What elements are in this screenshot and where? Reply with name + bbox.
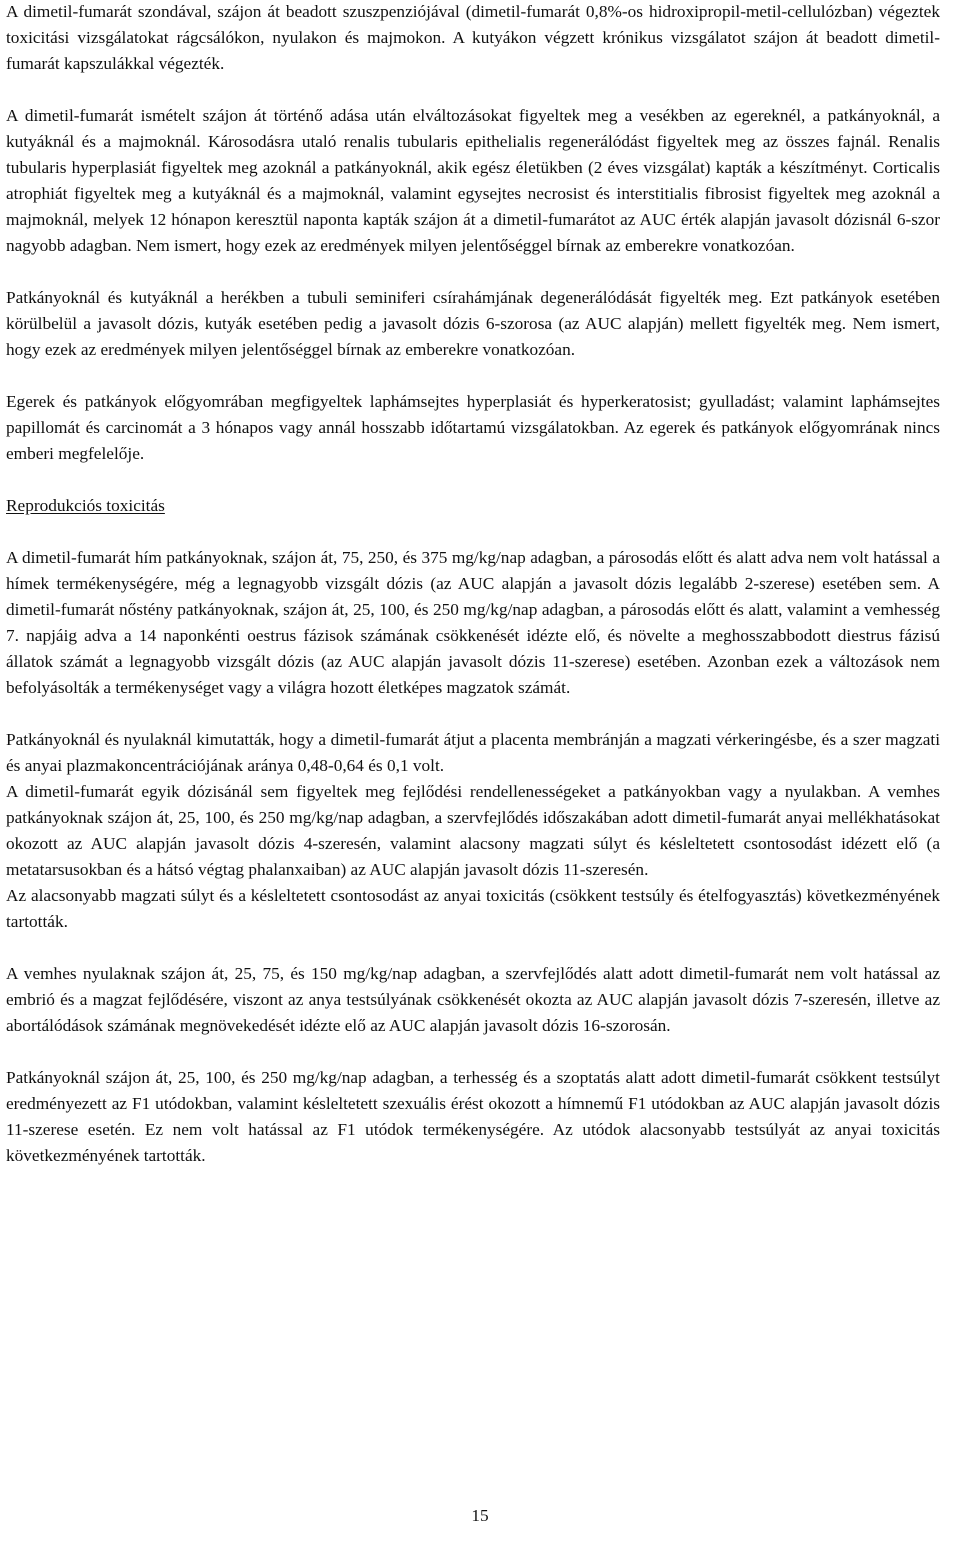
paragraph-rat-embryofetal: A dimetil-fumarát egyik dózisánál sem figyeltek meg fejlődési rendellenességeket a patkányokban vagy a nyulakban. A vemhes patkányoknak szájon át, 25, 100, és 250 mg/kg/nap adagban, a szervfejlődés időszakában adott dimetil-fumarát anyai mellékhatásokat okozott az AUC alapján javasolt dózis 4-szeresén, valamint alacsony magzati súlyt és késleltetett csontosodást idézett elő (a metatarsusokban és a hátsó végtag phalanxaiban) az AUC alapján javasolt dózis 11-szeresén. (6, 782, 940, 879)
paragraph-pre-postnatal: Patkányoknál szájon át, 25, 100, és 250 mg/kg/nap adagban, a terhesség és a szoptatás alatt adott dimetil-fumarát csökkent testsúlyt eredményezett az F1 utódokban, valamint késleltetett szexuális érést okozott a hímnemű F1 utódokban az AUC alapján javasolt dózis 11-szerese esetén. Ez nem volt hatással az F1 utódok termékenységére. Az utódok alacsonyabb testsúlyát az anyai toxicitás következményének tartották. (6, 1068, 940, 1165)
paragraph-maternal-toxicity: Az alacsonyabb magzati súlyt és a késleltetett csontosodást az anyai toxicitás (csökkent testsúly és ételfogyasztás) következményének tartották. (6, 886, 940, 931)
paragraph-forestomach-findings: Egerek és patkányok előgyomrában megfigyeltek laphámsejtes hyperplasiát és hyperkeratosist; gyulladást; valamint laphámsejtes papillomát és carcinomát a 3 hónapos vagy annál hosszabb időtartamú vizsgálatokban. Az egerek és patkányok előgyomrának nincs emberi megfelelője. (6, 392, 940, 463)
paragraph-testicular-findings: Patkányoknál és kutyáknál a herékben a tubuli seminiferi csírahámjának degenerálódását figyelték meg. Ezt patkányok esetében körülbelül a javasolt dózis, kutyák esetében pedig a javasolt dózis 6-szorosa (az AUC alapján) mellett figyelték meg. Nem ismert, hogy ezek az eredmények milyen jelentőséggel bírnak az emberekre vonatkozóan. (6, 288, 940, 359)
page-number: 15 (471, 1506, 489, 1525)
section-heading-reproductive-toxicity: Reprodukciós toxicitás (6, 496, 165, 515)
paragraph-toxicity-studies: A dimetil-fumarát szondával, szájon át beadott szuszpenziójával (dimetil-fumarát 0,8%-os hidroxipropil-metil-cellulózban) végeztek toxicitási vizsgálatokat rágcsálókon, nyulakon és majmokon. A kutyákon végzett krónikus vizsgálatot szájon át beadott dimetil-fumarát kapszulákkal végezték. (6, 2, 940, 73)
paragraph-renal-findings: A dimetil-fumarát ismételt szájon át történő adása után elváltozásokat figyeltek meg a vesékben az egereknél, a patkányoknál, a kutyáknál és a majmoknál. Károsodásra utaló renalis tubularis epithelialis regenerálódást figyeltek meg az összes fajnál. Renalis tubularis hyperplasiát figyeltek meg azoknál a patkányoknál, akik egész életükben (2 éves vizsgálat) kapták a készítményt. Corticalis atrophiát figyeltek meg a kutyáknál és a majmoknál, valamint egysejtes necrosist és interstitialis fibrosist figyeltek meg azoknál a majmoknál, melyek 12 hónapon keresztül naponta kapták szájon át a dimetil-fumarátot az AUC érték alapján javasolt dózisnál 6-szor nagyobb adagban. Nem ismert, hogy ezek az eredmények milyen jelentőséggel bírnak az emberekre vonatkozóan. (6, 106, 940, 255)
paragraph-fertility: A dimetil-fumarát hím patkányoknak, szájon át, 75, 250, és 375 mg/kg/nap adagban, a párosodás előtt és alatt adva nem volt hatással a hímek termékenységére, még a legnagyobb vizsgált dózis (az AUC alapján a javasolt dózis legalább 2-szerese) esetében sem. A dimetil-fumarát nőstény patkányoknak, szájon át, 25, 100, és 250 mg/kg/nap adagban, a párosodás előtt és alatt, valamint a vemhesség 7. napjáig adva a 14 naponkénti oestrus fázisok számának csökkenését idézte elő, és növelte a meghosszabbodott diestrus fázisú állatok számát a legnagyobb vizsgált dózis (az AUC alapján javasolt dózis 11-szerese) esetében. Azonban ezek a változások nem befolyásolták a termékenységet vagy a világra hozott életképes magzatok számát. (6, 548, 940, 697)
paragraph-rabbit-embryofetal: A vemhes nyulaknak szájon át, 25, 75, és 150 mg/kg/nap adagban, a szervfejlődés alatt adott dimetil-fumarát nem volt hatással az embrió és a magzat fejlődésére, viszont az anya testsúlyának csökkenését okozta az AUC alapján javasolt dózis 7-szeresén, illetve az abortálódások számának megnövekedését idézte elő az AUC alapján javasolt dózis 16-szorosán. (6, 964, 940, 1035)
paragraph-placental-transfer: Patkányoknál és nyulaknál kimutatták, hogy a dimetil-fumarát átjut a placenta membránján a magzati vérkeringésbe, és a szer magzati és anyai plazmakoncentrációjának aránya 0,48-0,64 és 0,1 volt. (6, 730, 940, 775)
